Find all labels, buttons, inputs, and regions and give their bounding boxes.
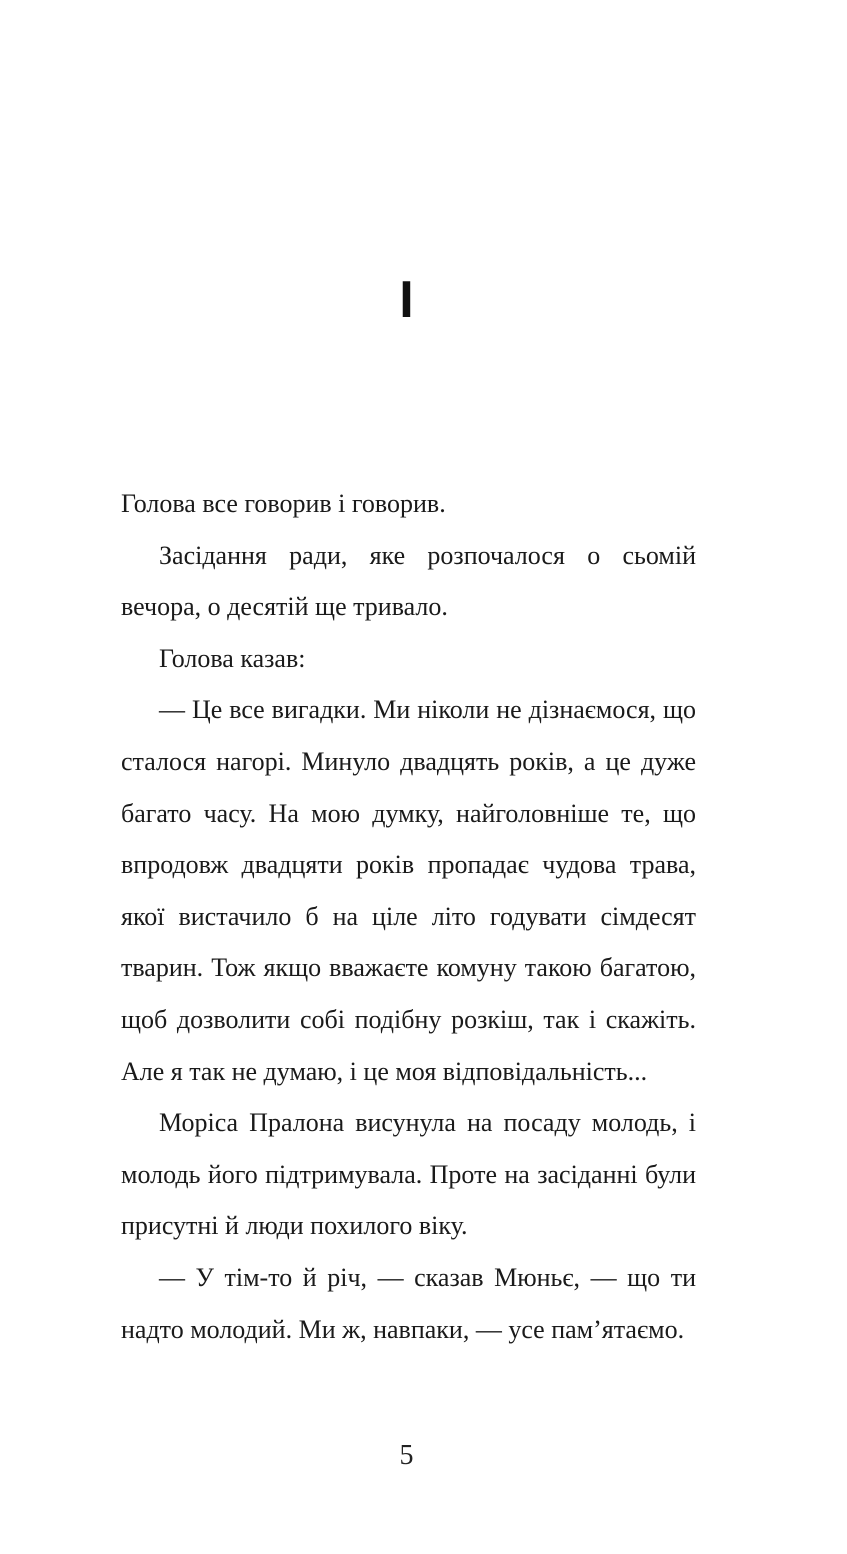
paragraph: Засідання ради, яке розпочалося о сьомій вечора, о десятій ще тривало. (121, 540, 696, 622)
page-number: 5 (399, 1440, 414, 1471)
paragraph: Моріса Пралона висунула на посаду молодь, і молодь його підтримувала. Проте на засіданні були присутні й люди похилого віку. (121, 1108, 696, 1241)
paragraph: Голова казав: (159, 643, 306, 673)
paragraph: — Це все вигадки. Ми ніколи не дізнаємося, що сталося нагорі. Минуло двадцять років, а це дуже багато часу. На мою думку, найголовніше те, що впродовж двадцяти років пропадає чудова трава, якої вистачило б на ціле літо годувати сімдесят тварин. Тож якщо вважаєте комуну такою багатою, щоб дозволити собі подібну розкіш, так і скажіть. Але я так не думаю, і це моя відповідальність... (121, 695, 696, 1086)
paragraph: Голова все говорив і говорив. (121, 489, 446, 518)
body-text (121, 478, 696, 1355)
chapter-number: I (399, 271, 414, 329)
paragraph: — У тім-то й річ, — сказав Мюньє, — що ти надто молодий. Ми ж, навпаки, — усе пам’ятаємо. (121, 1262, 696, 1344)
